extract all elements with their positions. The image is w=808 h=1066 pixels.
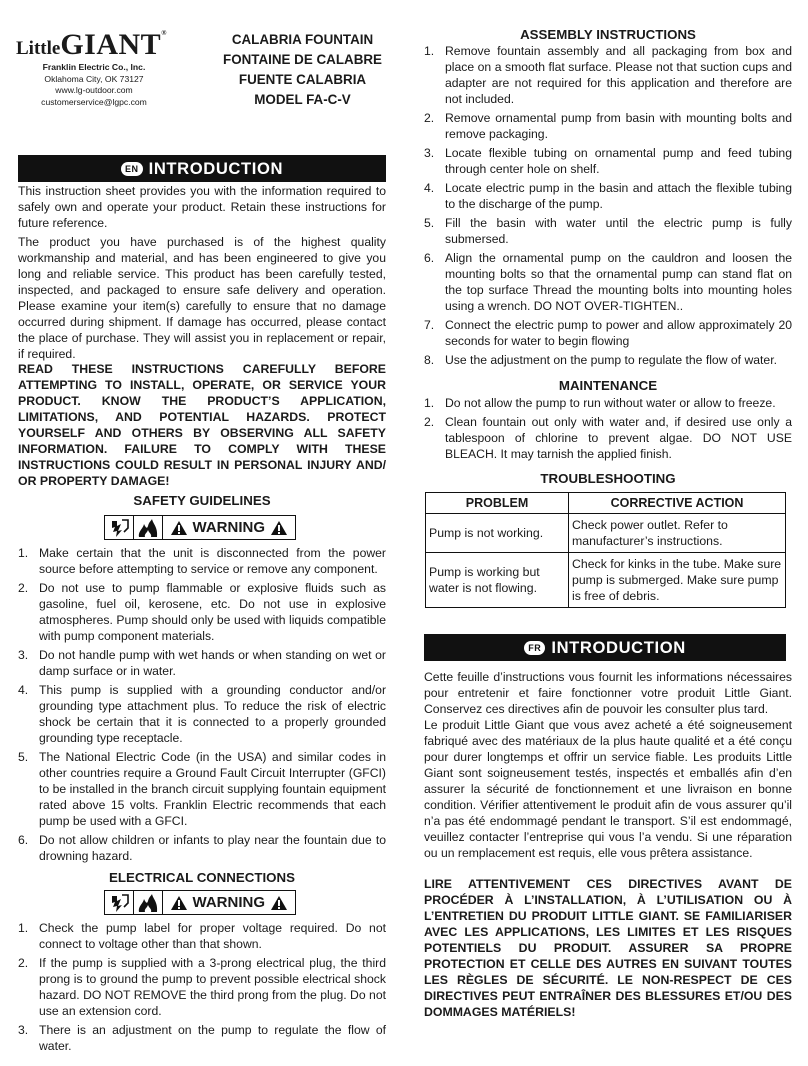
- table-header-row: [426, 493, 786, 514]
- list-item: 2. Remove ornamental pump from basin with mounting bolts and remove packaging.: [424, 111, 792, 141]
- troubleshooting-title: TROUBLESHOOTING: [540, 471, 676, 486]
- list-item: 6. Align the ornamental pump on the cauldron and loosen the mounting bolts so that the ornamental pump can stand flat on the top surface Thread the mounting bolts into mounting holes using a wrench. DO NOT OVER-TIGHTEN..: [424, 251, 792, 313]
- intro-en-p2: The product you have purchased is of the highest quality workmanship and material, and has been engineered to give you long and reliable service. This product has been carefully tested, inspected, and packaged to ensure safe delivery and operation. Please examine your item(s) carefully to ensure that no damage occurred during shipment. If damage has occurred, please contact the place of purchase. They will assist you in replacement or repair, if required.: [18, 235, 386, 361]
- table-cell: Check power outlet. Refer to manufacturer’s instructions.: [569, 514, 786, 553]
- title-spanish: FUENTE CALABRIA: [238, 72, 367, 87]
- document-titles: [200, 30, 405, 110]
- safety-title: SAFETY GUIDELINES: [133, 493, 271, 508]
- shock-hazard-icon: [105, 891, 134, 914]
- warning-triangle-icon: [270, 895, 288, 911]
- list-item: 1. Make certain that the unit is disconnected from the power source before attempting to service or remove any component.: [18, 546, 386, 576]
- fire-hazard-icon: [134, 891, 163, 914]
- table-cell: Pump is working but water is not flowing.: [426, 553, 569, 608]
- column-header-action: CORRECTIVE ACTION: [569, 493, 786, 514]
- model-number: MODEL FA-C-V: [254, 92, 351, 107]
- brand-logo: [16, 30, 186, 60]
- list-item: 5. The National Electric Code (in the USA) and similar codes in other countries require a Ground Fault Circuit Interrupter (GFCI) to be installed in the branch circuit supplying fountain equipment rated above 15 volts. Franklin Electric recommends that each pump be used with a GFCI.: [18, 750, 386, 828]
- table-row: [426, 514, 786, 553]
- lang-badge-en: EN: [121, 162, 143, 176]
- fire-hazard-icon: [134, 516, 163, 539]
- logo-registered-mark: ®: [161, 29, 167, 37]
- column-header-problem: PROBLEM: [426, 493, 569, 514]
- assembly-title: ASSEMBLY INSTRUCTIONS: [520, 27, 696, 42]
- list-item: 1. Do not allow the pump to run without water or allow to freeze.: [424, 396, 776, 410]
- title-english: CALABRIA FOUNTAIN: [231, 32, 374, 47]
- company-email: customerservice@lgpc.com: [41, 96, 147, 107]
- list-item: 6. Do not allow children or infants to play near the fountain due to drowning hazard.: [18, 833, 386, 863]
- intro-en-banner: [18, 155, 386, 182]
- list-item: 4. This pump is supplied with a grounding conductor and/or grounding type attachment plus. To reduce the risk of electric shock be certain that it is connected to a properly grounded grounding type receptacle.: [18, 683, 386, 745]
- troubleshooting-table: [425, 492, 786, 608]
- warning-triangle-icon: [270, 520, 288, 536]
- intro-fr-warning: LIRE ATTENTIVEMENT CES DIRECTIVES AVANT DE PROCÉDER À L’INSTALLATION, À L’UTILISATION OU À L’ENTRETIEN DU PRODUIT LITTLE GIANT. SE FAMILIARISER AVEC LES APPLICATIONS, LES LIMITES ET LES RISQUES POTENTIELS DU PRODUIT. ASSURER SA PROPRE PROTECTION ET CELLE DES AUTRES EN SUIVANT TOUTES LES RÈGLES DE SÉCURITÉ. LE NON-RESPECT DE CES DIRECTIVES PEUT ENTRAÎNER DES BLESSURES ET/OU DES DOMMAGES MATÉRIELS!: [424, 877, 792, 1019]
- intro-en-warning: READ THESE INSTRUCTIONS CAREFULLY BEFORE ATTEMPTING TO INSTALL, OPERATE, OR SERVICE YOUR PRODUCT. KNOW THE PRODUCT’S APPLICATION, LIMITATIONS, AND POTENTIAL HAZARDS. PROTECT YOURSELF AND OTHERS BY OBSERVING ALL SAFETY INFORMATION. FAILURE TO COMPLY WITH THESE INSTRUCTIONS COULD RESULT IN PERSONAL INJURY AND/ OR PROPERTY DAMAGE!: [18, 362, 386, 488]
- safety-warning-box: [104, 515, 296, 540]
- maintenance-title: MAINTENANCE: [558, 378, 658, 393]
- safety-list: [18, 545, 386, 864]
- intro-fr-banner: [424, 634, 786, 661]
- company-name: Franklin Electric Co., Inc.: [42, 62, 146, 72]
- company-website: www.lg-outdoor.com: [55, 85, 133, 95]
- lang-badge-fr: FR: [524, 641, 545, 655]
- table-cell: Check for kinks in the tube. Make sure pump is submerged. Make sure pump is free of debris.: [569, 553, 786, 608]
- list-item: 3. Locate flexible tubing on ornamental pump and feed tubing through center hole on shelf.: [424, 146, 792, 176]
- list-item: 3. Do not handle pump with wet hands or when standing on wet or damp surface or in water.: [18, 648, 386, 678]
- warning-label: WARNING: [192, 894, 265, 911]
- warning-label: WARNING: [192, 519, 265, 536]
- list-item: 3. There is an adjustment on the pump to regulate the flow of water.: [18, 1023, 386, 1053]
- company-info: [28, 62, 160, 108]
- warning-triangle-icon: [170, 520, 188, 536]
- maintenance-list: [424, 395, 792, 462]
- list-item: 2. Do not use to pump flammable or explosive fluids such as gasoline, fuel oil, kerosene, etc. Do not use in explosive atmospheres. Pump should only be used with liquids compatible with pump component materials.: [18, 581, 386, 643]
- intro-fr-p2: Le produit Little Giant que vous avez acheté a été soigneusement fabriqué avec des matériaux de la plus haute qualité et a été conçu pour durer longtemps et offrir un service fiable. Les produits Little Giant sont soigneusement testés, inspectés et emballés afin d’en assurer la sécurité de fonctionnement et une livraison en bonne condition. Vérifier attentivement le produit afin de vous assurer qu’il n’a pas été endommagé pendant le transport. S’il est endommagé, veuillez contacter l’entreprise qui vous l’a vendu. Si une réparation ou un remplacement est requis, elle vous prêtera assistance.: [424, 718, 792, 860]
- list-item: 5. Fill the basin with water until the electric pump is fully submersed.: [424, 216, 792, 246]
- company-city: Oklahoma City, OK 73127: [44, 73, 144, 84]
- logo-big-text: GIANT: [60, 28, 162, 61]
- assembly-list: [424, 43, 792, 368]
- intro-fr-heading: INTRODUCTION: [551, 637, 686, 657]
- intro-fr-p1: Cette feuille d’instructions vous fournit les informations nécessaires pour entretenir et faire fonctionner votre produit Little Giant. Conservez ces directives afin de pouvoir les consulter plus tard.: [424, 670, 792, 716]
- list-item: 2. If the pump is supplied with a 3-prong electrical plug, the third prong is to ground the pump to prevent possible electrical shock hazard. DO NOT REMOVE the third prong from the plug. Do not use an extension cord.: [18, 956, 386, 1018]
- list-item: 8. Use the adjustment on the pump to regulate the flow of water.: [424, 353, 777, 367]
- list-item: 1. Remove fountain assembly and all packaging from box and place on a smooth flat surface. Please not that suction cups and adapter are not required for this application and therefore are not included.: [424, 44, 792, 106]
- list-item: 2. Clean fountain out only with water and, if desired use only a tablespoon of chlorine to prevent algae. DO NOT USE BLEACH. It may tarnish the applied finish.: [424, 415, 792, 461]
- warning-triangle-icon: [170, 895, 188, 911]
- intro-en-heading: INTRODUCTION: [148, 158, 284, 178]
- electrical-list: [18, 920, 386, 1054]
- electrical-warning-box: [104, 890, 296, 915]
- shock-hazard-icon: [105, 516, 134, 539]
- intro-en-p1: This instruction sheet provides you with the information required to safely own and operate your product. Retain these instructions for future reference.: [18, 184, 386, 230]
- title-french: FONTAINE DE CALABRE: [223, 52, 382, 67]
- list-item: 4. Locate electric pump in the basin and attach the flexible tubing to the discharge of the pump.: [424, 181, 792, 211]
- list-item: 1. Check the pump label for proper voltage required. Do not connect to voltage other than that shown.: [18, 921, 386, 951]
- logo-small-text: Little: [16, 38, 61, 59]
- table-cell: Pump is not working.: [426, 514, 569, 553]
- table-row: [426, 553, 786, 608]
- electrical-title: ELECTRICAL CONNECTIONS: [109, 870, 295, 885]
- list-item: 7. Connect the electric pump to power and allow approximately 20 seconds for water to begin flowing: [424, 318, 792, 348]
